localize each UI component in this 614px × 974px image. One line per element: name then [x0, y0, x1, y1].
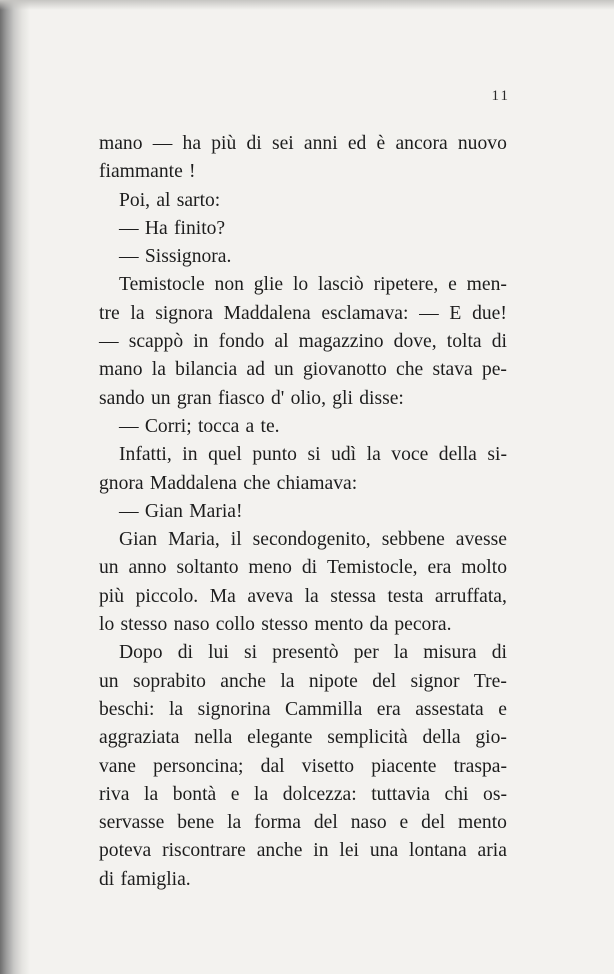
text-word: Maddalena	[223, 302, 311, 324]
text-word: piccolo.	[135, 585, 199, 607]
text-line	[99, 498, 507, 526]
text-word: fiasco	[217, 387, 265, 409]
text-word: della	[422, 727, 461, 749]
text-word: mano	[99, 359, 143, 381]
text-word: stesso	[261, 614, 309, 636]
page-number: 11	[491, 88, 510, 104]
text-line	[99, 356, 507, 384]
text-word: a	[245, 415, 255, 437]
text-word: Gian	[144, 500, 183, 522]
text-line	[99, 470, 507, 498]
text-word: semplicità	[327, 727, 408, 749]
text-word: —	[99, 331, 119, 353]
text-word: te.	[260, 415, 280, 437]
text-word: Maria,	[168, 529, 220, 551]
text-word: nuovo	[457, 133, 507, 154]
text-word: collo	[215, 614, 255, 636]
text-word: lo	[292, 274, 309, 296]
text-word: scappò	[128, 331, 184, 353]
text-line	[99, 130, 507, 158]
text-word: signor	[410, 670, 460, 692]
text-word: dal	[260, 755, 285, 777]
text-word: presentò	[272, 642, 339, 664]
text-word: la	[393, 642, 409, 664]
text-line	[99, 441, 507, 469]
text-word: la	[304, 585, 319, 607]
text-word: sando	[99, 387, 145, 409]
text-word: sebbene	[381, 529, 445, 551]
text-word: soltanto	[176, 557, 239, 579]
text-word: men-	[466, 274, 507, 296]
text-word: era	[427, 557, 452, 579]
text-word: bilancia	[175, 359, 238, 381]
text-word: Cammilla	[285, 698, 363, 720]
binding-edge	[0, 0, 30, 974]
text-word: anno	[128, 557, 167, 579]
text-word: glie	[253, 274, 284, 296]
text-word: —	[152, 133, 173, 154]
text-word: punto	[252, 444, 297, 466]
text-word: lei	[339, 840, 359, 862]
top-shade	[0, 0, 614, 10]
text-word: signorina	[197, 698, 271, 720]
text-word: misura	[423, 642, 477, 664]
text-word: meno	[248, 557, 292, 579]
text-word: stava	[432, 359, 473, 381]
text-word: aria	[477, 840, 507, 862]
text-word: tocca	[197, 415, 240, 437]
text-word: olio,	[290, 387, 326, 409]
text-word: assestata	[415, 698, 484, 720]
text-word: tuttavia	[371, 783, 430, 805]
text-word: più	[99, 585, 125, 607]
text-word: forma	[254, 812, 301, 834]
text-word: si	[307, 444, 321, 466]
text-word: visetto	[301, 755, 355, 777]
text-line	[99, 837, 507, 865]
text-word: bontà	[172, 783, 217, 805]
text-line	[99, 300, 507, 328]
text-word: nella	[194, 727, 233, 749]
text-word: riva	[99, 783, 130, 805]
text-word: tolta	[446, 331, 482, 353]
text-word: in	[182, 444, 198, 466]
text-word: della	[438, 444, 477, 466]
text-word: servasse	[99, 812, 165, 834]
text-line	[99, 611, 507, 639]
text-word: Corri;	[144, 415, 192, 437]
text-word: arruffata,	[434, 585, 507, 607]
text-word: molto	[461, 557, 507, 579]
text-word: Poi,	[119, 189, 151, 211]
text-word: aveva	[247, 585, 294, 607]
text-word: anche	[256, 840, 303, 862]
text-word: pecora.	[394, 614, 452, 636]
text-word: naso	[350, 812, 387, 834]
text-word: Tre-	[473, 670, 507, 692]
text-word: la	[366, 444, 381, 466]
text-word: d'	[271, 387, 285, 409]
text-word: anni	[303, 133, 338, 154]
text-word: lontana	[409, 840, 467, 862]
text-word: Temistocle	[119, 274, 205, 296]
text-word: aggraziata	[99, 727, 180, 749]
text-word: del	[372, 670, 397, 692]
text-word: Ma	[209, 585, 236, 607]
text-word: in	[193, 331, 209, 353]
text-word: Infatti,	[119, 444, 172, 466]
text-word: secondogenito,	[252, 529, 371, 551]
text-word: sarto:	[176, 189, 221, 211]
text-word: lui	[208, 642, 229, 664]
text-word: del	[313, 812, 338, 834]
text-word: soprabito	[132, 670, 206, 692]
text-word: la	[130, 302, 145, 324]
text-word: avesse	[455, 529, 507, 551]
text-word: fiammante	[99, 161, 183, 183]
text-word: Gian	[119, 529, 158, 551]
text-line	[99, 781, 507, 809]
text-word: stesso	[120, 614, 168, 636]
text-word: la	[151, 359, 166, 381]
text-word: disse:	[359, 387, 404, 409]
text-word: del	[421, 812, 446, 834]
text-word: la	[227, 812, 242, 834]
text-word: stessa	[330, 585, 376, 607]
text-word: la	[254, 783, 269, 805]
text-line	[99, 696, 507, 724]
text-word: testa	[387, 585, 424, 607]
text-word: esclamava:	[321, 302, 409, 324]
text-word: al	[156, 189, 171, 211]
text-word: e	[230, 783, 240, 805]
text-word: ad	[246, 359, 265, 381]
text-word: un	[99, 557, 119, 579]
text-word: riscontrare	[162, 840, 246, 862]
text-word: poteva	[99, 840, 152, 862]
text-word: Sissignora.	[144, 246, 232, 268]
text-word: !	[189, 161, 196, 183]
text-word: il	[230, 529, 242, 551]
text-word: un	[274, 359, 294, 381]
text-word: Maria!	[189, 500, 243, 522]
text-word: una	[369, 840, 399, 862]
text-line	[99, 866, 507, 894]
text-word: traspa-	[453, 755, 507, 777]
text-word: la	[144, 783, 159, 805]
text-line	[99, 271, 507, 299]
text-word: signora	[155, 302, 213, 324]
text-word: al	[274, 331, 289, 353]
text-line	[99, 158, 507, 186]
text-word: Temistocle,	[326, 557, 418, 579]
text-line	[99, 753, 507, 781]
text-word: elegante	[247, 727, 313, 749]
text-word: finito?	[173, 217, 226, 239]
text-line	[99, 385, 507, 413]
text-word: era	[376, 698, 401, 720]
text-word: voce	[391, 444, 429, 466]
text-word: E	[449, 302, 462, 324]
text-word: mento	[314, 614, 364, 636]
text-word: ancora	[395, 133, 448, 154]
text-word: ed	[347, 133, 367, 154]
text-word: dove,	[393, 331, 437, 353]
text-word: di	[177, 642, 193, 664]
text-word: di	[246, 133, 262, 154]
text-word: gnora	[99, 472, 144, 494]
text-line	[99, 554, 507, 582]
text-word: giovanotto	[302, 359, 387, 381]
text-word: sei	[271, 133, 294, 154]
text-word: Ha	[144, 217, 168, 239]
text-word: due!	[472, 302, 507, 324]
text-word: mano	[99, 133, 143, 154]
text-word: non	[214, 274, 244, 296]
text-word: nipote	[308, 670, 358, 692]
text-word: e	[399, 812, 409, 834]
text-word: bene	[177, 812, 215, 834]
text-line	[99, 526, 507, 554]
text-word: gio-	[475, 727, 507, 749]
text-word: è	[376, 133, 386, 154]
text-word: piacente	[371, 755, 437, 777]
text-word: che	[243, 472, 271, 494]
text-line	[99, 639, 507, 667]
text-word: mento	[457, 812, 507, 834]
text-word: Maddalena	[149, 472, 237, 494]
text-word: gran	[176, 387, 212, 409]
text-word: che	[396, 359, 424, 381]
text-word: gli	[332, 387, 353, 409]
text-word: tre	[99, 302, 120, 324]
text-word: la	[168, 698, 184, 720]
text-word: ha	[182, 133, 202, 154]
text-word: chi	[444, 783, 469, 805]
text-word: per	[353, 642, 379, 664]
text-word: ripetere,	[373, 274, 439, 296]
text-line	[99, 187, 507, 215]
text-word: e	[498, 698, 507, 720]
text-word: beschi:	[99, 698, 155, 720]
text-word: da	[369, 614, 389, 636]
body-text	[99, 130, 507, 894]
text-word: naso	[173, 614, 210, 636]
text-word: in	[313, 840, 329, 862]
text-word: Dopo	[119, 642, 163, 664]
text-word: lo	[99, 614, 115, 636]
text-word: più	[211, 133, 237, 154]
text-word: lasciò	[318, 274, 364, 296]
text-word: la	[280, 670, 295, 692]
text-word: —	[119, 246, 139, 268]
text-line	[99, 583, 507, 611]
text-word: anche	[220, 670, 266, 692]
text-word: di	[491, 331, 507, 353]
text-word: chiamava:	[276, 472, 358, 494]
text-word: —	[119, 500, 139, 522]
text-word: di	[99, 868, 115, 890]
text-word: un	[99, 670, 119, 692]
text-line	[99, 413, 507, 441]
text-word: e	[448, 274, 457, 296]
text-word: quel	[208, 444, 242, 466]
text-word: di	[491, 642, 507, 664]
text-line	[99, 668, 507, 696]
text-word: udì	[331, 444, 357, 466]
text-line	[99, 215, 507, 243]
text-word: un	[150, 387, 171, 409]
text-word: fondo	[218, 331, 265, 353]
text-word: famiglia.	[120, 868, 191, 890]
text-word: personcina;	[153, 755, 244, 777]
text-word: dolcezza:	[282, 783, 357, 805]
text-word: pe-	[481, 359, 507, 381]
text-line	[99, 328, 507, 356]
text-word: si-	[487, 444, 507, 466]
text-word: —	[419, 302, 439, 324]
text-line	[99, 724, 507, 752]
text-line	[99, 809, 507, 837]
text-word: magazzino	[298, 331, 384, 353]
text-word: —	[119, 415, 139, 437]
text-word: —	[119, 217, 139, 239]
text-word: si	[243, 642, 258, 664]
text-line	[99, 243, 507, 271]
text-word: di	[301, 557, 318, 579]
text-word: os-	[483, 783, 507, 805]
text-word: vane	[99, 755, 136, 777]
